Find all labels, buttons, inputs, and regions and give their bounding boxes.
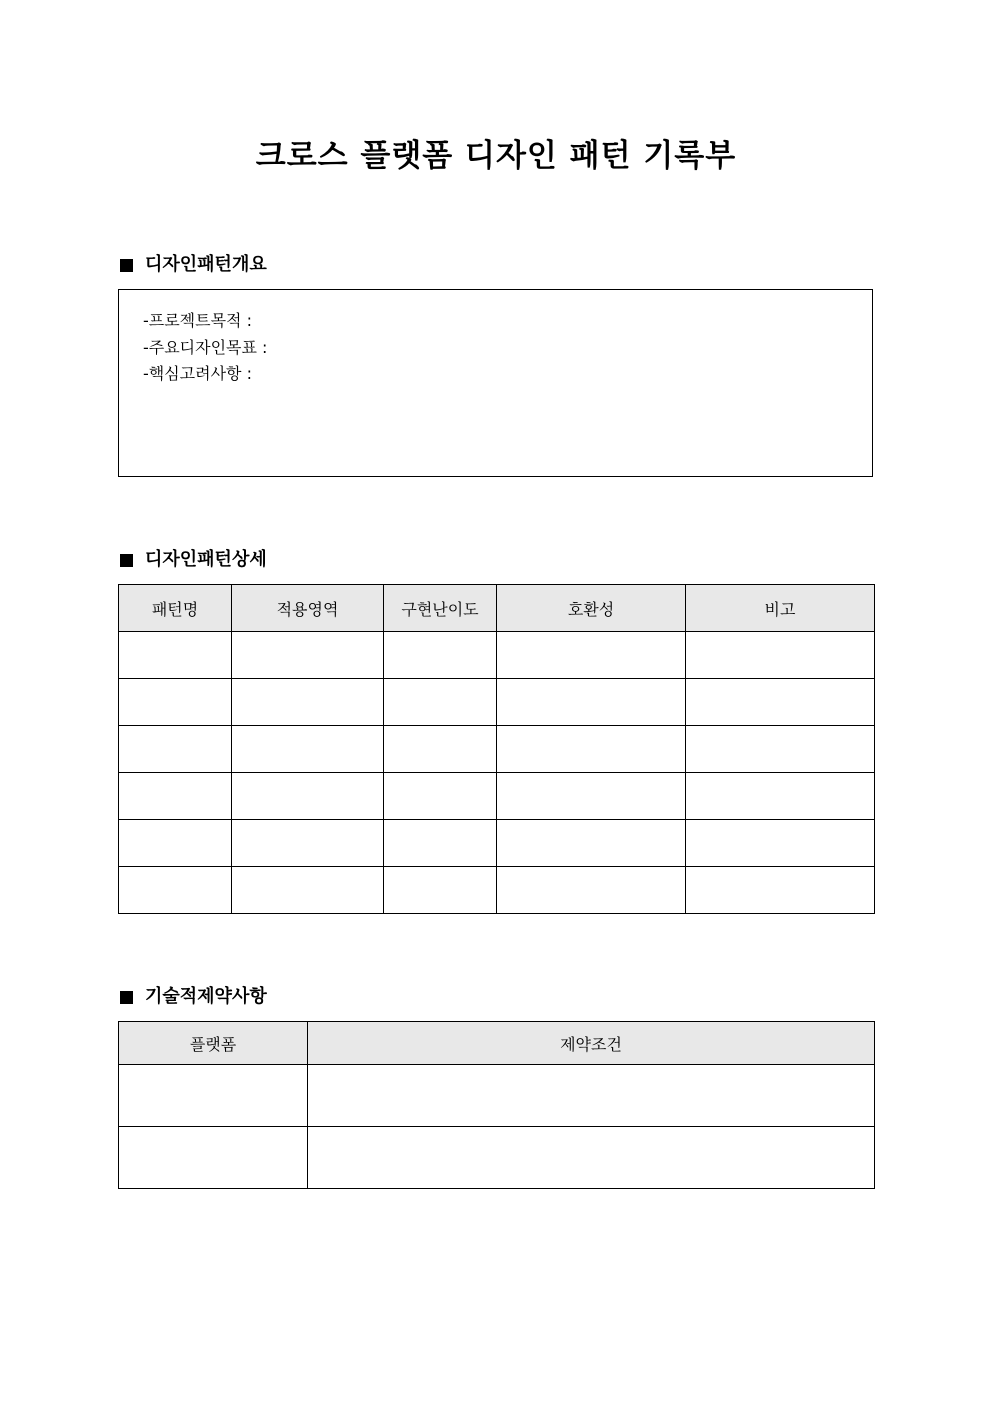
column-header-difficulty: 구현난이도 bbox=[384, 585, 497, 632]
technical-constraints-table bbox=[118, 1021, 875, 1189]
table-cell[interactable] bbox=[384, 632, 497, 679]
section-heading-constraints bbox=[119, 985, 267, 1009]
table-cell[interactable] bbox=[686, 632, 875, 679]
table-cell[interactable] bbox=[119, 1127, 308, 1189]
overview-line-key-considerations: -핵심고려사항 : bbox=[143, 364, 252, 383]
table-cell[interactable] bbox=[232, 632, 384, 679]
table-cell[interactable] bbox=[686, 726, 875, 773]
table-cell[interactable] bbox=[308, 1065, 875, 1127]
section-heading-label: 기술적제약사항 bbox=[145, 986, 267, 1007]
table-row bbox=[119, 679, 875, 726]
section-heading-label: 디자인패턴상세 bbox=[145, 549, 267, 570]
table-header-row bbox=[119, 585, 875, 632]
column-header-application-area: 적용영역 bbox=[232, 585, 384, 632]
table-cell[interactable] bbox=[497, 773, 686, 820]
table-row bbox=[119, 867, 875, 914]
table-cell[interactable] bbox=[384, 820, 497, 867]
table-cell[interactable] bbox=[232, 820, 384, 867]
section-heading-label: 디자인패턴개요 bbox=[145, 254, 267, 275]
table-cell[interactable] bbox=[497, 867, 686, 914]
black-square-icon bbox=[120, 554, 133, 567]
section-heading-overview bbox=[119, 253, 267, 277]
table-cell[interactable] bbox=[119, 1065, 308, 1127]
pattern-detail-table bbox=[118, 584, 875, 914]
column-header-compatibility: 호환성 bbox=[497, 585, 686, 632]
table-row bbox=[119, 820, 875, 867]
table-cell[interactable] bbox=[232, 679, 384, 726]
table-cell[interactable] bbox=[119, 867, 232, 914]
overview-box bbox=[118, 289, 873, 477]
table-header-row bbox=[119, 1022, 875, 1065]
table-cell[interactable] bbox=[119, 679, 232, 726]
table-cell[interactable] bbox=[686, 820, 875, 867]
column-header-pattern-name: 패턴명 bbox=[119, 585, 232, 632]
table-row bbox=[119, 632, 875, 679]
table-cell[interactable] bbox=[497, 679, 686, 726]
table-cell[interactable] bbox=[497, 632, 686, 679]
table-cell[interactable] bbox=[232, 773, 384, 820]
table-cell[interactable] bbox=[384, 679, 497, 726]
table-row bbox=[119, 1127, 875, 1189]
table-cell[interactable] bbox=[119, 773, 232, 820]
table-cell[interactable] bbox=[119, 726, 232, 773]
page-title: 크로스 플랫폼 디자인 패턴 기록부 bbox=[255, 138, 737, 174]
column-header-constraint: 제약조건 bbox=[308, 1022, 875, 1065]
table-cell[interactable] bbox=[384, 867, 497, 914]
table-row bbox=[119, 773, 875, 820]
black-square-icon bbox=[120, 259, 133, 272]
table-cell[interactable] bbox=[384, 773, 497, 820]
table-row bbox=[119, 1065, 875, 1127]
overview-line-project-purpose: -프로젝트목적 : bbox=[143, 311, 252, 330]
table-cell[interactable] bbox=[232, 867, 384, 914]
black-square-icon bbox=[120, 991, 133, 1004]
table-cell[interactable] bbox=[119, 820, 232, 867]
column-header-platform: 플랫폼 bbox=[119, 1022, 308, 1065]
table-cell[interactable] bbox=[308, 1127, 875, 1189]
table-cell[interactable] bbox=[232, 726, 384, 773]
table-cell[interactable] bbox=[119, 632, 232, 679]
table-cell[interactable] bbox=[497, 726, 686, 773]
table-cell[interactable] bbox=[686, 773, 875, 820]
table-cell[interactable] bbox=[686, 679, 875, 726]
table-cell[interactable] bbox=[384, 726, 497, 773]
table-row bbox=[119, 726, 875, 773]
section-heading-detail bbox=[119, 548, 267, 572]
table-cell[interactable] bbox=[686, 867, 875, 914]
overview-line-design-goals: -주요디자인목표 : bbox=[143, 337, 268, 357]
column-header-remarks: 비고 bbox=[686, 585, 875, 632]
table-cell[interactable] bbox=[497, 820, 686, 867]
